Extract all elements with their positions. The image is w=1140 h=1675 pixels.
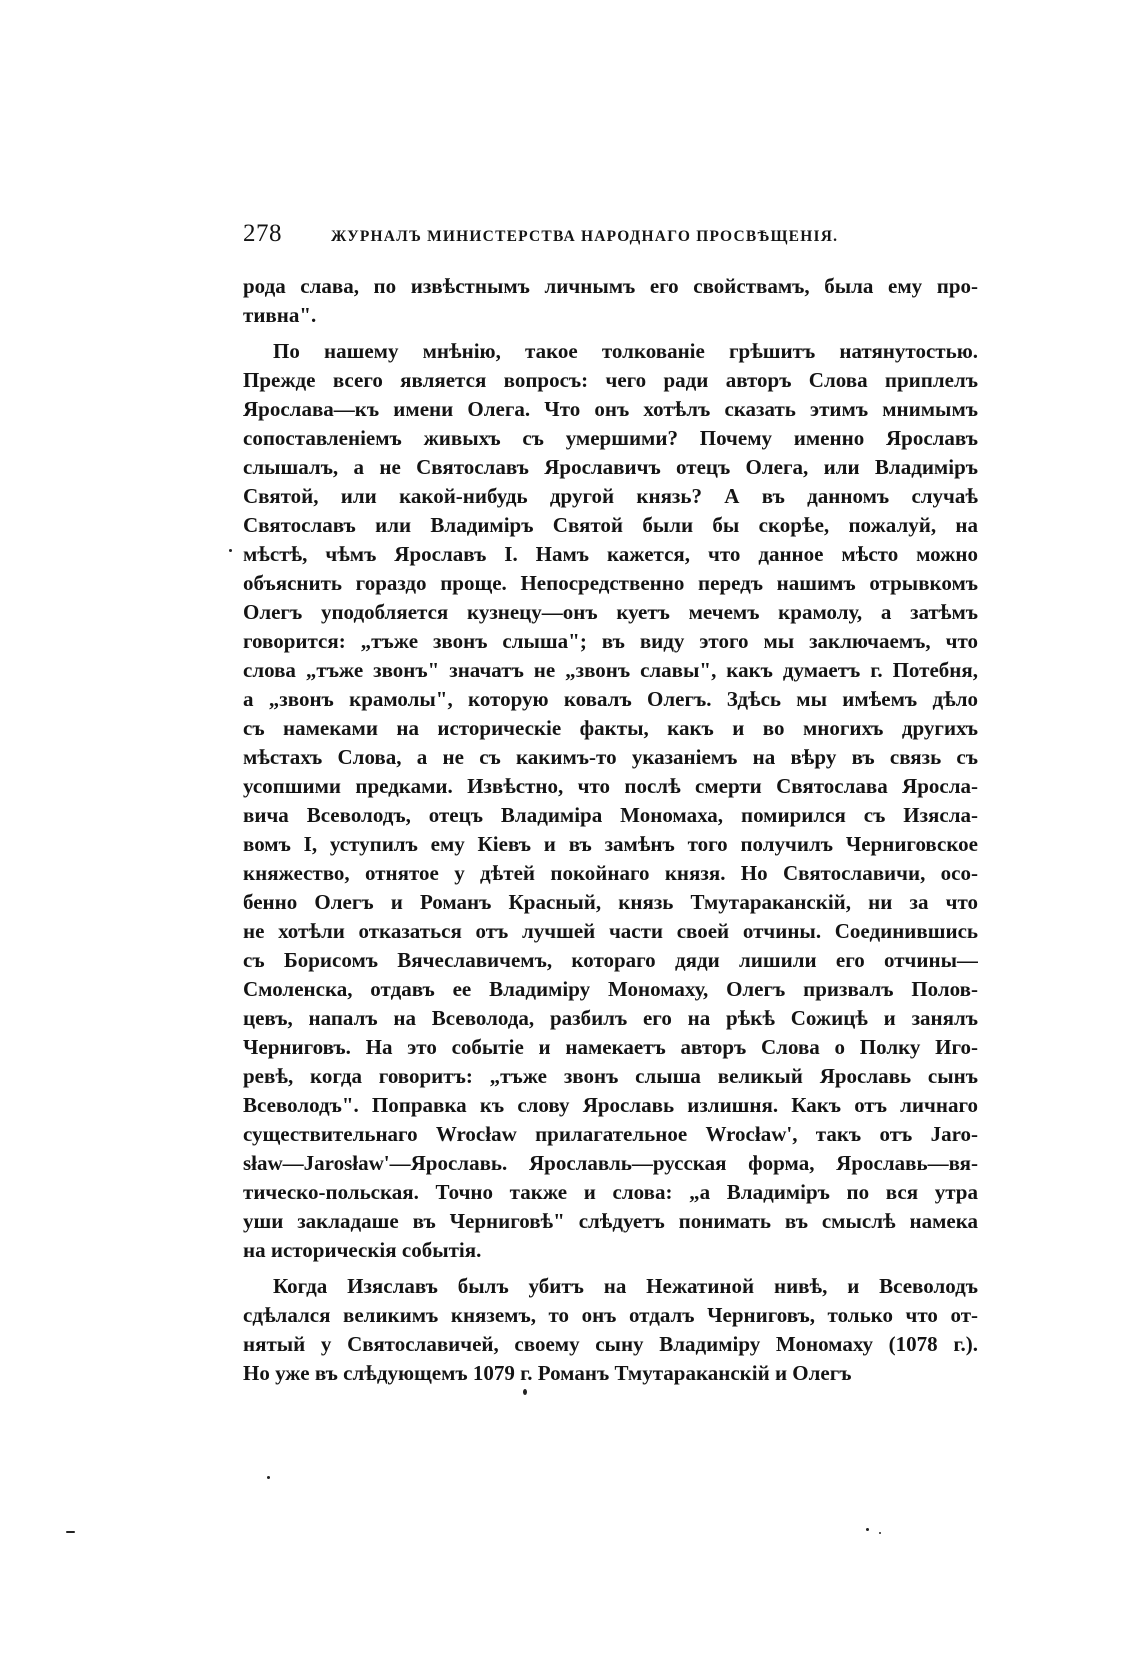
paragraph (243, 337, 978, 1265)
paragraph (243, 272, 978, 330)
scan-speck (66, 1531, 75, 1533)
scan-speck (229, 549, 232, 552)
scan-speck (267, 1476, 270, 1479)
paragraph-gap (243, 330, 978, 337)
text-line: тивна". (243, 303, 317, 327)
text-line: тическо-польская. Точно также и слова: „а Владиміръ по вся утра (243, 1180, 978, 1204)
text-line: sław—Jarosław'—Ярославь. Ярославль—русская форма, Ярославь—вя- (243, 1151, 978, 1175)
scan-speck (523, 1389, 527, 1395)
page-header (243, 220, 978, 254)
text-line: Прежде всего является вопросъ: чего ради авторъ Слова приплелъ (243, 368, 978, 392)
text-line: Олегъ уподобляется кузнецу—онъ куетъ мечемъ крамолу, а затѣмъ (243, 600, 978, 624)
text-line: Когда Изяславъ былъ убитъ на Нежатиной нивѣ, и Всеволодъ (273, 1274, 978, 1298)
text-line: мѣстѣ, чѣмъ Ярославъ I. Намъ кажется, что данное мѣсто можно (243, 542, 978, 566)
body-text (243, 272, 978, 1388)
text-line: ревѣ, когда говоритъ: „тъже звонъ слыша великый Ярославь сынъ (243, 1064, 978, 1088)
text-line: сдѣлался великимъ княземъ, то онъ отдалъ Черниговъ, только что от- (243, 1303, 978, 1327)
text-line: съ намеками на историческіе факты, какъ и во многихъ другихъ (243, 716, 978, 740)
running-title: ЖУРНАЛЪ МИНИСТЕРСТВА НАРОДНАГО ПРОСВѢЩЕНІЯ. (331, 228, 839, 245)
text-line: Святой, или какой-нибудь другой князь? А въ данномъ случаѣ (243, 484, 978, 508)
text-line: Всеволодъ". Поправка къ слову Ярославь излишня. Какъ отъ личнаго (243, 1093, 978, 1117)
text-line: Смоленска, отдавъ ее Владиміру Мономаху, Олегъ призвалъ Полов- (243, 977, 978, 1001)
paragraph-gap (243, 1265, 978, 1272)
text-line: Но уже въ слѣдующемъ 1079 г. Романъ Тмутараканскій и Олегъ (243, 1361, 852, 1385)
text-line: не хотѣли отказаться отъ лучшей части своей отчины. Соединившись (243, 919, 978, 943)
text-line: а „звонъ крамолы", которую ковалъ Олегъ. Здѣсь мы имѣемъ дѣло (243, 687, 978, 711)
paragraph (243, 1272, 978, 1388)
text-line: Святославъ или Владиміръ Святой были бы скорѣе, пожалуй, на (243, 513, 978, 537)
text-line: бенно Олегъ и Романъ Красный, князь Тмутараканскій, ни за что (243, 890, 978, 914)
text-line: слова „тъже звонъ" значатъ не „звонъ славы", какъ думаетъ г. Потебня, (243, 658, 978, 682)
text-line: на историческія событія. (243, 1238, 482, 1262)
page-number: 278 (243, 220, 282, 247)
text-line: объяснить гораздо проще. Непосредственно передъ нашимъ отрывкомъ (243, 571, 978, 595)
text-line: говорится: „тъже звонъ слыша"; въ виду этого мы заключаемъ, что (243, 629, 978, 653)
text-line: существительнаго Wrocław прилагательное Wrocław', такъ отъ Jaro- (243, 1122, 978, 1146)
text-line: По нашему мнѣнію, такое толкованіе грѣшитъ натянутостью. (273, 339, 978, 363)
scan-speck (879, 1532, 881, 1534)
text-line: княжество, отнятое у дѣтей покойнаго князя. Но Святославичи, осо- (243, 861, 978, 885)
text-line: слышалъ, а не Святославъ Ярославичъ отецъ Олега, или Владиміръ (243, 455, 978, 479)
scan-speck (866, 1528, 869, 1531)
text-line: Ярослава—къ имени Олега. Что онъ хотѣлъ сказать этимъ мнимымъ (243, 397, 978, 421)
text-line: рода слава, по извѣстнымъ личнымъ его свойствамъ, была ему про- (243, 274, 978, 298)
text-line: Черниговъ. На это событіе и намекаетъ авторъ Слова о Полку Иго- (243, 1035, 978, 1059)
text-line: мѣстахъ Слова, а не съ какимъ-то указаніемъ на вѣру въ связь съ (243, 745, 978, 769)
text-line: вомъ I, уступилъ ему Кіевъ и въ замѣнъ того получилъ Черниговское (243, 832, 978, 856)
text-line: уши закладаше въ Черниговѣ" слѣдуетъ понимать въ смыслѣ намека (243, 1209, 978, 1233)
text-line: сопоставленіемъ живыхъ съ умершими? Почему именно Ярославъ (243, 426, 978, 450)
text-line: цевъ, напалъ на Всеволода, разбилъ его на рѣкѣ Сожицѣ и занялъ (243, 1006, 978, 1030)
text-line: нятый у Святославичей, своему сыну Владиміру Мономаху (1078 г.). (243, 1332, 978, 1356)
text-line: вича Всеволодъ, отецъ Владиміра Мономаха, помирился съ Изясла- (243, 803, 978, 827)
text-line: усопшими предками. Извѣстно, что послѣ смерти Святослава Яросла- (243, 774, 978, 798)
text-line: съ Борисомъ Вячеславичемъ, котораго дяди лишили его отчины— (243, 948, 978, 972)
